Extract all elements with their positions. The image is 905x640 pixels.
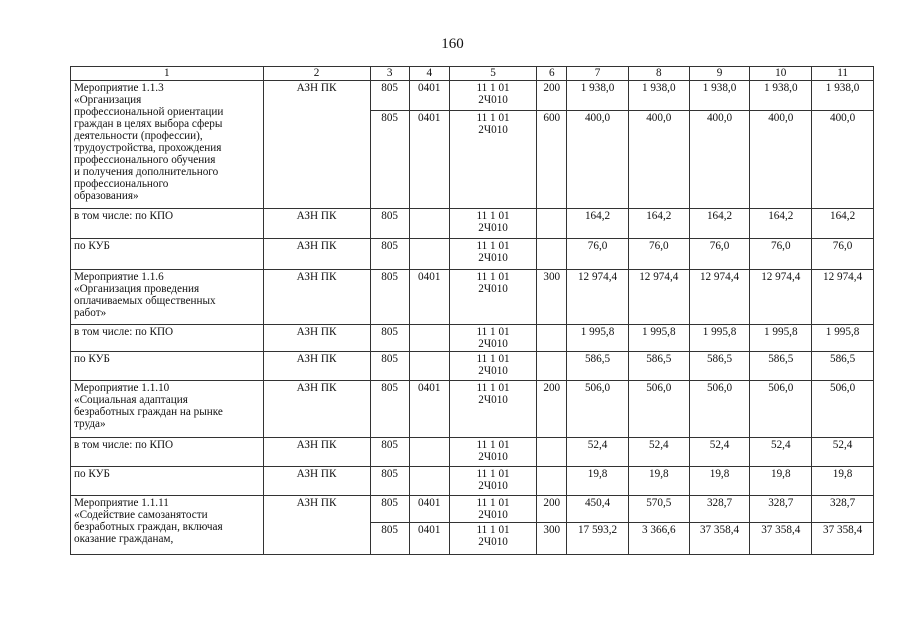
amount-cell-col-7: 52,4: [567, 438, 629, 467]
expense-type-cell: [537, 438, 567, 467]
amount-cell-col-9: 328,7: [689, 496, 750, 523]
amount-cell-col-7: 76,0: [567, 239, 629, 270]
amount-cell-col-9: 19,8: [689, 467, 750, 496]
measure-name-cell: [71, 239, 264, 270]
target-article-line: 2Ч010: [478, 509, 508, 521]
amount-cell-col-10: 1 938,0: [750, 81, 812, 111]
section-code-cell: [409, 239, 449, 270]
amount-cell-col-9: 12 974,4: [689, 270, 750, 325]
table-row: [71, 81, 874, 111]
measure-name-line: профессионального: [74, 178, 169, 190]
amount-cell-col-11: 1 995,8: [812, 325, 874, 352]
amount-cell-col-11: 586,5: [812, 352, 874, 381]
measure-name-line: оказание гражданам,: [74, 533, 174, 545]
administrator-cell: АЗН ПК: [263, 239, 370, 270]
measure-name-line: Мероприятие 1.1.6: [74, 271, 164, 283]
amount-cell-col-9: 400,0: [689, 111, 750, 209]
amount-cell-col-11: 1 938,0: [812, 81, 874, 111]
amount-cell-col-8: 1 938,0: [628, 81, 689, 111]
amount-cell-col-11: 37 358,4: [812, 523, 874, 555]
target-article-line: 11 1 01: [476, 382, 510, 394]
target-article-line: 11 1 01: [476, 353, 510, 365]
amount-cell-col-9: 52,4: [689, 438, 750, 467]
measure-name-line: деятельности (профессии),: [74, 130, 203, 142]
target-article-cell: [449, 467, 537, 496]
measure-name-line: в том числе: по КПО: [74, 326, 174, 338]
amount-cell-col-7: 164,2: [567, 209, 629, 239]
amount-cell-col-7: 450,4: [567, 496, 629, 523]
expense-type-cell: 300: [537, 523, 567, 555]
target-article-cell: [449, 438, 537, 467]
measure-name-line: по КУБ: [74, 468, 110, 480]
target-article-cell: [449, 270, 537, 325]
amount-cell-col-11: 52,4: [812, 438, 874, 467]
target-article-line: 11 1 01: [476, 468, 510, 480]
measure-name-line: граждан в целях выбора сферы: [74, 118, 223, 130]
amount-cell-col-10: 400,0: [750, 111, 812, 209]
measure-name-line: Мероприятие 1.1.11: [74, 497, 169, 509]
target-article-line: 11 1 01: [476, 271, 510, 283]
header-cell: 9: [689, 67, 750, 81]
amount-cell-col-8: 52,4: [628, 438, 689, 467]
header-cell: 8: [628, 67, 689, 81]
grbs-code-cell: 805: [370, 325, 409, 352]
table-row: [71, 209, 874, 239]
target-article-line: 11 1 01: [476, 240, 510, 252]
measure-name-line: образования»: [74, 190, 139, 202]
header-cell: 5: [449, 67, 537, 81]
target-article-cell: [449, 239, 537, 270]
measure-name-cell: [71, 352, 264, 381]
grbs-code-cell: 805: [370, 467, 409, 496]
amount-cell-col-10: 19,8: [750, 467, 812, 496]
amount-cell-col-9: 76,0: [689, 239, 750, 270]
grbs-code-cell: 805: [370, 111, 409, 209]
header-row: [71, 67, 874, 81]
administrator-cell: АЗН ПК: [263, 352, 370, 381]
target-article-cell: [449, 81, 537, 111]
grbs-code-cell: 805: [370, 523, 409, 555]
measure-name-line: по КУБ: [74, 240, 110, 252]
amount-cell-col-8: 586,5: [628, 352, 689, 381]
target-article-line: 11 1 01: [476, 82, 510, 94]
measure-name-line: профессионального обучения: [74, 154, 216, 166]
amount-cell-col-7: 19,8: [567, 467, 629, 496]
page-number: 160: [441, 36, 464, 52]
target-article-line: 11 1 01: [476, 210, 510, 222]
amount-cell-col-8: 164,2: [628, 209, 689, 239]
administrator-cell: АЗН ПК: [263, 270, 370, 325]
target-article-line: 2Ч010: [478, 222, 508, 234]
amount-cell-col-9: 1 938,0: [689, 81, 750, 111]
table-body: [71, 81, 874, 555]
expense-type-cell: [537, 209, 567, 239]
grbs-code-cell: 805: [370, 209, 409, 239]
header-cell: 1: [71, 67, 264, 81]
target-article-line: 2Ч010: [478, 124, 508, 136]
table-row: [71, 467, 874, 496]
amount-cell-col-11: 12 974,4: [812, 270, 874, 325]
amount-cell-col-7: 17 593,2: [567, 523, 629, 555]
amount-cell-col-8: 3 366,6: [628, 523, 689, 555]
measure-name-cell: [71, 209, 264, 239]
amount-cell-col-10: 586,5: [750, 352, 812, 381]
measure-name-line: в том числе: по КПО: [74, 439, 174, 451]
section-code-cell: [409, 209, 449, 239]
section-code-cell: [409, 352, 449, 381]
measure-name-cell: [71, 325, 264, 352]
amount-cell-col-10: 52,4: [750, 438, 812, 467]
measure-name-line: «Организация проведения: [74, 283, 200, 295]
amount-cell-col-11: 164,2: [812, 209, 874, 239]
amount-cell-col-8: 12 974,4: [628, 270, 689, 325]
measure-name-cell: [71, 467, 264, 496]
amount-cell-col-7: 12 974,4: [567, 270, 629, 325]
target-article-cell: [449, 111, 537, 209]
table-row: [71, 352, 874, 381]
amount-cell-col-9: 37 358,4: [689, 523, 750, 555]
target-article-line: 2Ч010: [478, 451, 508, 463]
administrator-cell: АЗН ПК: [263, 381, 370, 438]
amount-cell-col-8: 570,5: [628, 496, 689, 523]
amount-cell-col-7: 586,5: [567, 352, 629, 381]
amount-cell-col-11: 19,8: [812, 467, 874, 496]
table-row: [71, 438, 874, 467]
grbs-code-cell: 805: [370, 352, 409, 381]
measure-name-line: безработных граждан на рынке: [74, 406, 223, 418]
budget-table: [70, 66, 874, 555]
amount-cell-col-11: 400,0: [812, 111, 874, 209]
grbs-code-cell: 805: [370, 438, 409, 467]
table-row: [71, 239, 874, 270]
target-article-line: 11 1 01: [476, 497, 510, 509]
amount-cell-col-8: 506,0: [628, 381, 689, 438]
amount-cell-col-10: 1 995,8: [750, 325, 812, 352]
amount-cell-col-10: 328,7: [750, 496, 812, 523]
section-code-cell: [409, 325, 449, 352]
measure-name-cell: [71, 496, 264, 555]
amount-cell-col-7: 400,0: [567, 111, 629, 209]
expense-type-cell: 200: [537, 81, 567, 111]
measure-name-line: трудоустройства, прохождения: [74, 142, 222, 154]
amount-cell-col-11: 328,7: [812, 496, 874, 523]
amount-cell-col-8: 1 995,8: [628, 325, 689, 352]
amount-cell-col-9: 586,5: [689, 352, 750, 381]
expense-type-cell: 600: [537, 111, 567, 209]
grbs-code-cell: 805: [370, 381, 409, 438]
amount-cell-col-9: 1 995,8: [689, 325, 750, 352]
section-code-cell: 0401: [409, 270, 449, 325]
measure-name-line: безработных граждан, включая: [74, 521, 223, 533]
measure-name-line: по КУБ: [74, 353, 110, 365]
amount-cell-col-10: 76,0: [750, 239, 812, 270]
measure-name-line: оплачиваемых общественных: [74, 295, 216, 307]
measure-name-line: Мероприятие 1.1.10: [74, 382, 170, 394]
target-article-cell: [449, 523, 537, 555]
amount-cell-col-10: 37 358,4: [750, 523, 812, 555]
measure-name-cell: [71, 270, 264, 325]
target-article-line: 2Ч010: [478, 536, 508, 548]
administrator-cell: АЗН ПК: [263, 81, 370, 209]
expense-type-cell: [537, 325, 567, 352]
amount-cell-col-9: 164,2: [689, 209, 750, 239]
header-cell: 2: [263, 67, 370, 81]
grbs-code-cell: 805: [370, 496, 409, 523]
target-article-line: 11 1 01: [476, 326, 510, 338]
section-code-cell: 0401: [409, 496, 449, 523]
target-article-line: 2Ч010: [478, 394, 508, 406]
target-article-cell: [449, 381, 537, 438]
section-code-cell: [409, 438, 449, 467]
section-code-cell: 0401: [409, 81, 449, 111]
target-article-line: 2Ч010: [478, 283, 508, 295]
section-code-cell: [409, 467, 449, 496]
measure-name-line: Мероприятие 1.1.3: [74, 82, 164, 94]
amount-cell-col-11: 506,0: [812, 381, 874, 438]
header-cell: 10: [750, 67, 812, 81]
measure-name-line: профессиональной ориентации: [74, 106, 224, 118]
amount-cell-col-7: 1 995,8: [567, 325, 629, 352]
measure-name-line: «Содействие самозанятости: [74, 509, 208, 521]
target-article-cell: [449, 496, 537, 523]
measure-name-line: труда»: [74, 418, 106, 430]
header-cell: 11: [812, 67, 874, 81]
measure-name-cell: [71, 438, 264, 467]
administrator-cell: АЗН ПК: [263, 325, 370, 352]
expense-type-cell: 300: [537, 270, 567, 325]
measure-name-line: в том числе: по КПО: [74, 210, 174, 222]
administrator-cell: АЗН ПК: [263, 467, 370, 496]
amount-cell-col-8: 19,8: [628, 467, 689, 496]
administrator-cell: АЗН ПК: [263, 209, 370, 239]
target-article-line: 11 1 01: [476, 112, 510, 124]
table-row: [71, 325, 874, 352]
target-article-line: 2Ч010: [478, 365, 508, 377]
amount-cell-col-10: 506,0: [750, 381, 812, 438]
target-article-cell: [449, 325, 537, 352]
administrator-cell: АЗН ПК: [263, 438, 370, 467]
target-article-line: 11 1 01: [476, 439, 510, 451]
target-article-line: 2Ч010: [478, 338, 508, 350]
target-article-line: 2Ч010: [478, 252, 508, 264]
grbs-code-cell: 805: [370, 239, 409, 270]
administrator-cell: АЗН ПК: [263, 496, 370, 555]
grbs-code-cell: 805: [370, 81, 409, 111]
measure-name-line: «Организация: [74, 94, 142, 106]
section-code-cell: 0401: [409, 381, 449, 438]
measure-name-line: работ»: [74, 307, 107, 319]
target-article-line: 11 1 01: [476, 524, 510, 536]
measure-name-cell: [71, 381, 264, 438]
expense-type-cell: [537, 239, 567, 270]
expense-type-cell: 200: [537, 496, 567, 523]
table-row: [71, 496, 874, 523]
measure-name-cell: [71, 81, 264, 209]
amount-cell-col-8: 76,0: [628, 239, 689, 270]
header-cell: 3: [370, 67, 409, 81]
amount-cell-col-7: 1 938,0: [567, 81, 629, 111]
measure-name-line: «Социальная адаптация: [74, 394, 188, 406]
amount-cell-col-7: 506,0: [567, 381, 629, 438]
header-cell: 7: [567, 67, 629, 81]
amount-cell-col-8: 400,0: [628, 111, 689, 209]
amount-cell-col-11: 76,0: [812, 239, 874, 270]
measure-name-line: и получения дополнительного: [74, 166, 219, 178]
expense-type-cell: [537, 467, 567, 496]
header-cell: 4: [409, 67, 449, 81]
table-row: [71, 381, 874, 438]
amount-cell-col-9: 506,0: [689, 381, 750, 438]
section-code-cell: 0401: [409, 523, 449, 555]
expense-type-cell: [537, 352, 567, 381]
section-code-cell: 0401: [409, 111, 449, 209]
amount-cell-col-10: 164,2: [750, 209, 812, 239]
target-article-line: 2Ч010: [478, 480, 508, 492]
target-article-cell: [449, 209, 537, 239]
header-cell: 6: [537, 67, 567, 81]
amount-cell-col-10: 12 974,4: [750, 270, 812, 325]
target-article-line: 2Ч010: [478, 94, 508, 106]
table-row: [71, 270, 874, 325]
expense-type-cell: 200: [537, 381, 567, 438]
target-article-cell: [449, 352, 537, 381]
grbs-code-cell: 805: [370, 270, 409, 325]
